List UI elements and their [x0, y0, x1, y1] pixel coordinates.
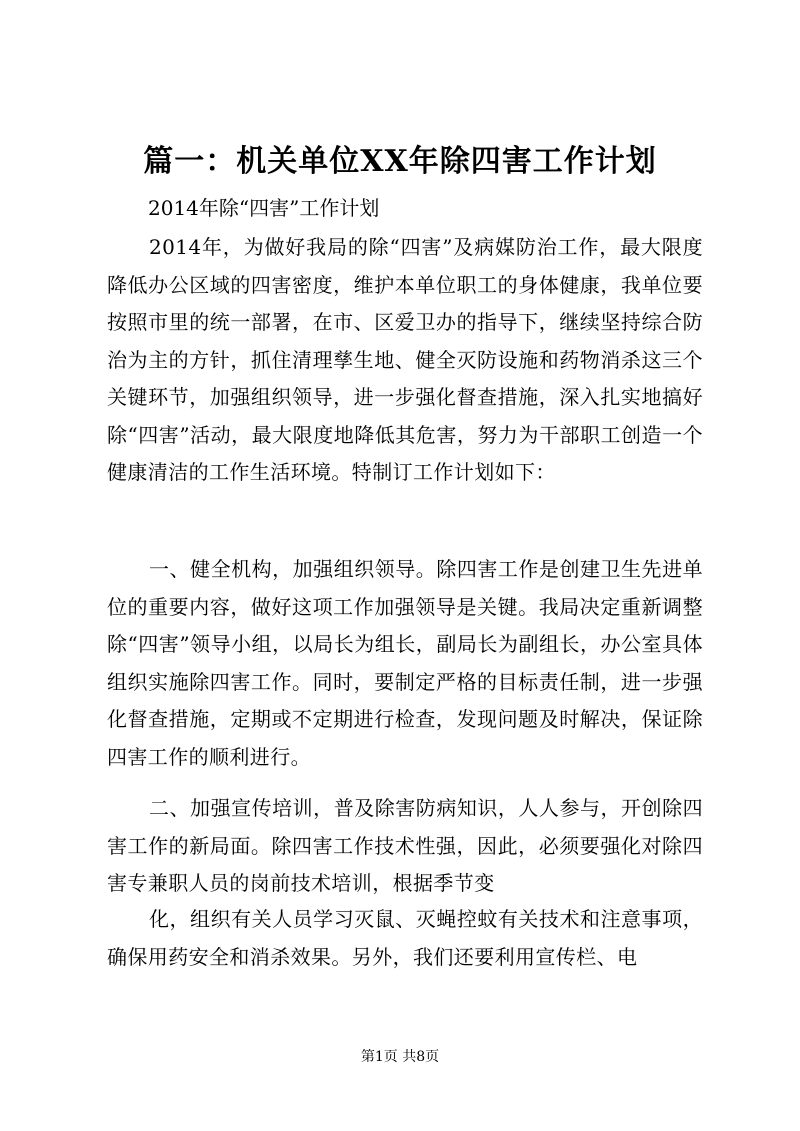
- document-subtitle: 2014年除“四害”工作计划: [148, 196, 380, 220]
- paragraph-continuation: 化，组织有关人员学习灭鼠、灭蝇控蚊有关技术和注意事项，确保用药安全和消杀效果。另外，我们还要利用宣传栏、电: [107, 907, 703, 969]
- page-footer: 第1页 共8页: [360, 1049, 440, 1065]
- document-title: 篇一：机关单位XX年除四害工作计划: [143, 144, 657, 179]
- paragraph-section-2: 二、加强宣传培训，普及除害防病知识，人人参与，开创除四害工作的新局面。除四害工作技术性强，因此，必须要强化对除四害专兼职人员的岗前技术培训，根据季节变: [107, 796, 703, 895]
- paragraph-section-1: 一、健全机构，加强组织领导。除四害工作是创建卫生先进单位的重要内容，做好这项工作加强领导是关键。我局决定重新调整除“四害”领导小组，以局长为组长，副局长为副组长，办公室具体组织实施除四害工作。同时，要制定严格的目标责任制，进一步强化督查措施，定期或不定期进行检查，发现问题及时解决，保证除四害工作的顺利进行。: [107, 557, 703, 769]
- paragraph-intro: 2014年，为做好我局的除“四害”及病媒防治工作，最大限度降低办公区域的四害密度，维护本单位职工的身体健康，我单位要按照市里的统一部署，在市、区爱卫办的指导下，继续坚持综合防治为主的方针，抓住清理孳生地、健全灭防设施和药物消杀这三个关键环节，加强组织领导，进一步强化督查措施，深入扎实地搞好除“四害”活动，最大限度地降低其危害，努力为干部职工创造一个健康清洁的工作生活环境。特制订工作计划如下：: [107, 235, 703, 484]
